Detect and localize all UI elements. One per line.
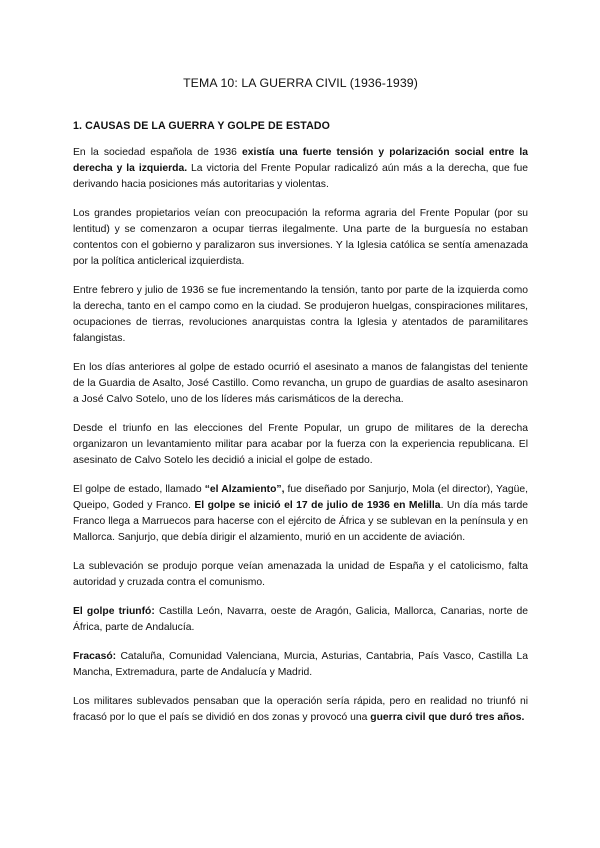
paragraph-propietarios [73, 206, 528, 270]
paragraph-alzamiento [73, 482, 528, 546]
text-run: Castilla León, Navarra, oeste de Aragón, Galicia, Mallorca, Canarias, norte de África, parte de Andalucía. [73, 606, 528, 633]
text-run: Los grandes propietarios veían con preocupación la reforma agraria del Frente Popular (por su lentitud) y se comenzaron a ocupar tierras ilegalmente. Una parte de la burguesía no estaban contentos con el gobierno y paralizaron sus inversiones. Y la Iglesia católica se sentía amenazada por la política anticlerical izquierdista. [73, 208, 528, 267]
text-run: La sublevación se produjo porque veían amenazada la unidad de España y el catolicismo, falta autoridad y cruzada contra el comunismo. [73, 561, 528, 588]
text-run: Entre febrero y julio de 1936 se fue incrementando la tensión, tanto por parte de la izquierda como la derecha, tanto en el campo como en la ciudad. Se produjeron huelgas, conspiraciones militares, ocupaciones de tierras, revoluciones anarquistas contra la Iglesia y atentados de paramilitares falangistas. [73, 285, 528, 344]
text-run: En los días anteriores al golpe de estado ocurrió el asesinato a manos de falangistas del teniente de la Guardia de Asalto, José Castillo. Como revancha, un grupo de guardias de asalto asesinaron a José Calvo Sotelo, uno de los líderes más carismáticos de la derecha. [73, 362, 528, 405]
paragraph-tension [73, 145, 528, 193]
text-run: fue diseñado por Sanjurjo, Mola (el director), Yagüe, Queipo, Goded y Franco. [73, 484, 528, 511]
text-run: La victoria del Frente Popular radicalizó aún más a la derecha, que fue derivando hacia posiciones más autoritarias y violentas. [73, 163, 529, 190]
document-body [73, 145, 528, 726]
paragraph-levantamiento [73, 421, 528, 469]
paragraph-triunfo [73, 604, 528, 636]
paragraph-guerra-civil [73, 694, 528, 726]
section-heading: 1. CAUSAS DE LA GUERRA Y GOLPE DE ESTADO [73, 120, 330, 132]
text-run: Desde el triunfo en las elecciones del Frente Popular, un grupo de militares de la derecha organizaron un levantamiento militar para acabar por la fuerza con la experiencia republicana. El asesinato de Calvo Sotelo les decidió a inicial el golpe de estado. [73, 423, 528, 466]
bold-text: existía una fuerte tensión y polarización social entre la derecha y la izquierda. [73, 147, 528, 174]
paragraph-fracaso [73, 649, 528, 681]
page-title: TEMA 10: LA GUERRA CIVIL (1936-1939) [183, 76, 418, 90]
bold-text: “el Alzamiento”, [204, 484, 285, 495]
text-run: Cataluña, Comunidad Valenciana, Murcia, Asturias, Cantabria, País Vasco, Castilla La Mancha, Extremadura, parte de Andalucía y Madrid. [73, 651, 528, 678]
text-run: El golpe de estado, llamado [73, 484, 205, 495]
text-run: . Un día más tarde Franco llega a Marruecos para hacerse con el ejército de África y se sublevan en la península y en Mallorca. Sanjurjo, que debía dirigir el alzamiento, murió en un accidente de aviación. [73, 500, 528, 543]
bold-text: El golpe se inició el 17 de julio de 1936 en Melilla [194, 500, 441, 511]
bold-text: guerra civil que duró tres años. [370, 712, 525, 723]
text-run: En la sociedad española de 1936 [73, 147, 243, 158]
paragraph-febrero-julio [73, 283, 528, 347]
paragraph-asesinatos [73, 360, 528, 408]
bold-text: Fracasó: [73, 651, 117, 662]
bold-text: El golpe triunfó: [73, 606, 155, 617]
text-run: Los militares sublevados pensaban que la operación sería rápida, pero en realidad no triunfó ni fracasó por lo que el país se dividió en dos zonas y provocó una [73, 696, 528, 723]
paragraph-sublevacion [73, 559, 528, 591]
